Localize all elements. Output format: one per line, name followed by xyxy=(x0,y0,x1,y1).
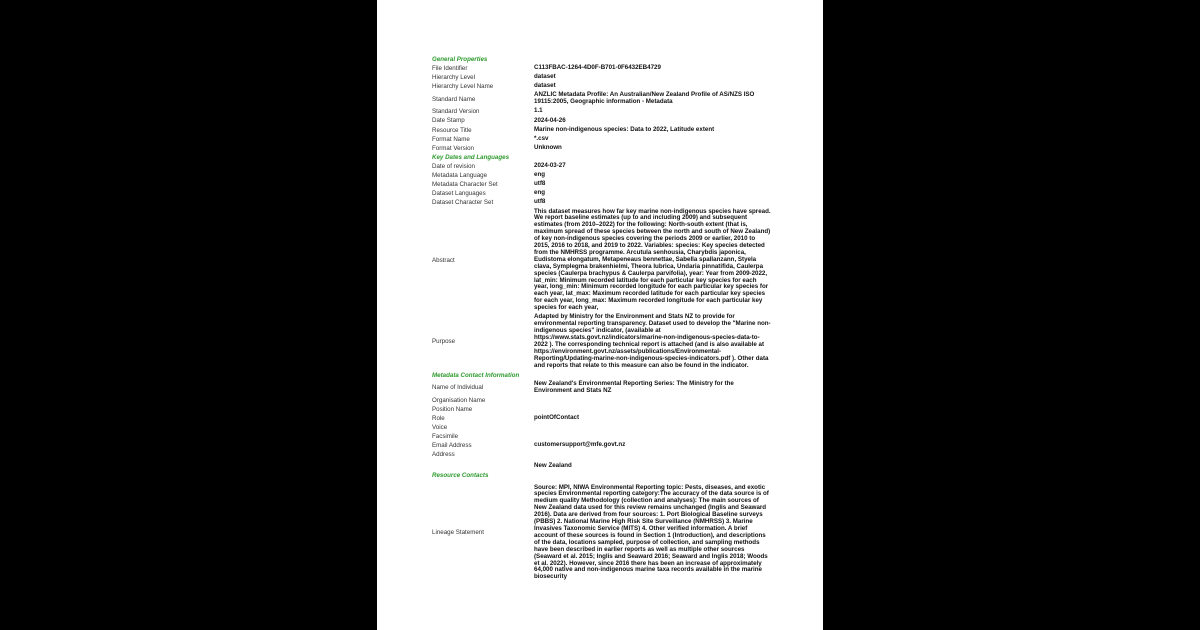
value xyxy=(534,399,772,401)
row-standard-version xyxy=(432,107,772,116)
row-address xyxy=(432,450,772,459)
label: Name of Individual xyxy=(432,384,484,392)
value: Marine non-indigenous species: Data to 2022, Latitude extent xyxy=(534,125,715,133)
row-dataset-languages xyxy=(432,189,772,198)
label: Position Name xyxy=(432,405,473,413)
label: Voice xyxy=(432,424,448,431)
row-country xyxy=(432,459,772,471)
value: utf8 xyxy=(534,180,546,188)
value: *.csv xyxy=(534,134,549,142)
row-role xyxy=(432,414,772,423)
value: dataset xyxy=(534,82,556,90)
value: dataset xyxy=(534,73,556,81)
label: Format Name xyxy=(432,135,470,143)
value: Source: MPI, NIWA Environmental Reporting topic: Pests, diseases, and exotic species Environmental reporting category:The accuracy of the data source is of medium quality Methodology (collection and analyses): The main sources of New Zealand data used for this review remains unchanged (Inglis and Seaward 2016). Data are derived from four sources: 1. Port Biological Baseline surveys (PBBS) 2. National Marine High Risk Site Surveillance (NMHRSS) 3. Marine Invasives Taxonomic Service (MITS) 4. Other verified information. A brief account of these sources is found in Section 1 (Introduction), and descriptions of the data, locations sampled, purpose of collection, and sampling methods have been described in earlier reports as well as multiple other sources (Seaward et al. 2015; Inglis and Seaward 2016; Seaward and Inglis 2018; Woods et al. 2022). However, since 2016 there has been an increase of approximately 64,000 native and non-indigenous marine taxa records available in the marine biosecurity xyxy=(534,483,769,581)
label: Dataset Languages xyxy=(432,190,486,198)
label: Standard Name xyxy=(432,95,476,103)
value: 1.1 xyxy=(534,107,543,115)
label: Date Stamp xyxy=(432,117,465,125)
label: Format Version xyxy=(432,144,474,152)
label: File Identifier xyxy=(432,65,468,73)
value: eng xyxy=(534,171,546,179)
value xyxy=(534,454,772,456)
row-name-of-individual xyxy=(432,380,772,396)
row-dataset-character-set xyxy=(432,198,772,207)
value: eng xyxy=(534,189,546,197)
row-organisation-name xyxy=(432,396,772,405)
row-voice xyxy=(432,423,772,432)
row-lineage-statement xyxy=(432,483,772,582)
value xyxy=(534,408,772,410)
label: Lineage Statement xyxy=(432,529,484,537)
row-email-address xyxy=(432,441,772,450)
row-date-stamp xyxy=(432,116,772,125)
value xyxy=(534,426,772,428)
value: Unknown xyxy=(534,143,562,151)
value: 2024-04-26 xyxy=(534,116,566,124)
value: 2024-03-27 xyxy=(534,162,566,170)
value: utf8 xyxy=(534,198,546,206)
value: customersupport@mfe.govt.nz xyxy=(534,441,626,449)
label: Organisation Name xyxy=(432,396,486,404)
row-facsimile xyxy=(432,432,772,441)
row-metadata-language xyxy=(432,171,772,180)
label: Dataset Character Set xyxy=(432,199,494,207)
label: Metadata Language xyxy=(432,172,488,180)
label: Email Address xyxy=(432,442,472,450)
label: Purpose xyxy=(432,338,456,346)
value: C113FBAC-1264-4D0F-B701-0F6432EB4729 xyxy=(534,64,661,72)
row-purpose xyxy=(432,313,772,370)
section-title-metadata-contact: Metadata Contact Information xyxy=(432,371,520,379)
label: Resource Title xyxy=(432,126,472,134)
label: Role xyxy=(432,414,445,422)
label: Address xyxy=(432,451,455,459)
document-page xyxy=(377,0,823,630)
value: pointOfContact xyxy=(534,414,580,421)
row-format-version xyxy=(432,144,772,153)
row-hierarchy-level xyxy=(432,73,772,82)
row-abstract xyxy=(432,207,772,313)
section-title-resource-contacts: Resource Contacts xyxy=(432,472,489,480)
label: Hierarchy Level xyxy=(432,74,475,82)
section-title-key-dates: Key Dates and Languages xyxy=(432,153,510,161)
row-position-name xyxy=(432,405,772,414)
value xyxy=(534,436,772,438)
row-date-of-revision xyxy=(432,162,772,171)
value: New Zealand xyxy=(534,462,572,470)
value: This dataset measures how far key marine non-indigenous species have spread. We report baseline estimates (up to and including 2009) and subsequent estimates (from 2010–2022) for the following: North-south extent (that is, maximum spread of these species between the north and south of New Zealand) of key non-indigenous species covering the periods 2009 or earlier, 2010 to 2015, 2016 to 2018, and 2019 to 2022. Variables: species: Key species detected from the NMHRSS programme. Arcutula senhousia, Charybdis japonica, Eudistoma elongatum, Metapeneaus bennettae, Sabella spallanzann, Styela clava, Symplegma brakenhielmi, Theora lubrica, Undaria pinnatifida, Caulerpa species (Caulerpa brachypus & Caulerpa parvifolia), year: Year from 2009-2022, lat_min: Minimum recorded latitude for each particular key species for each year, long_min: Minimum recorded longitude for each particular key species for each year, lat_max: Maximum recorded latitude for each particular key species for each year, long_max: Maximum recorded longitude for each particular key species for each year, xyxy=(534,207,771,312)
row-standard-name xyxy=(432,91,772,107)
label: Abstract xyxy=(432,256,455,264)
label: Hierarchy Level Name xyxy=(432,83,494,91)
row-hierarchy-level-name xyxy=(432,82,772,91)
row-file-identifier xyxy=(432,64,772,73)
section-title-general-properties: General Properties xyxy=(432,56,488,63)
value: ANZLIC Metadata Profile: An Australian/New Zealand Profile of AS/NZS ISO 19115:2005, Geographic information - Metadata xyxy=(534,91,755,106)
label: Metadata Character Set xyxy=(432,181,498,189)
row-format-name xyxy=(432,135,772,144)
metadata-report xyxy=(432,55,772,582)
row-metadata-character-set xyxy=(432,180,772,189)
row-resource-title xyxy=(432,126,772,135)
label: Date of revision xyxy=(432,162,475,170)
label: Facsimile xyxy=(432,433,459,441)
label: Standard Version xyxy=(432,108,480,116)
value: Adapted by Ministry for the Environment and Stats NZ to provide for environmental reporting transparency. Dataset used to develop the "Marine non-indigenous species" indicator, (available at https://www.stats.govt.nz/indicators/marine-non-indigenous-species-data-to-2022 ). The corresponding technical report is attached (and is also available at https://environment.govt.nz/assets/publications/Environmental-Reporting/Updating-marine-non-indigenous-species-indicators.pdf ). Other data and reports that relate to this measure can also be found in the indicator. xyxy=(534,313,771,369)
value: New Zealand's Environmental Reporting Series: The Ministry for the Environment and Stats NZ xyxy=(534,379,734,394)
